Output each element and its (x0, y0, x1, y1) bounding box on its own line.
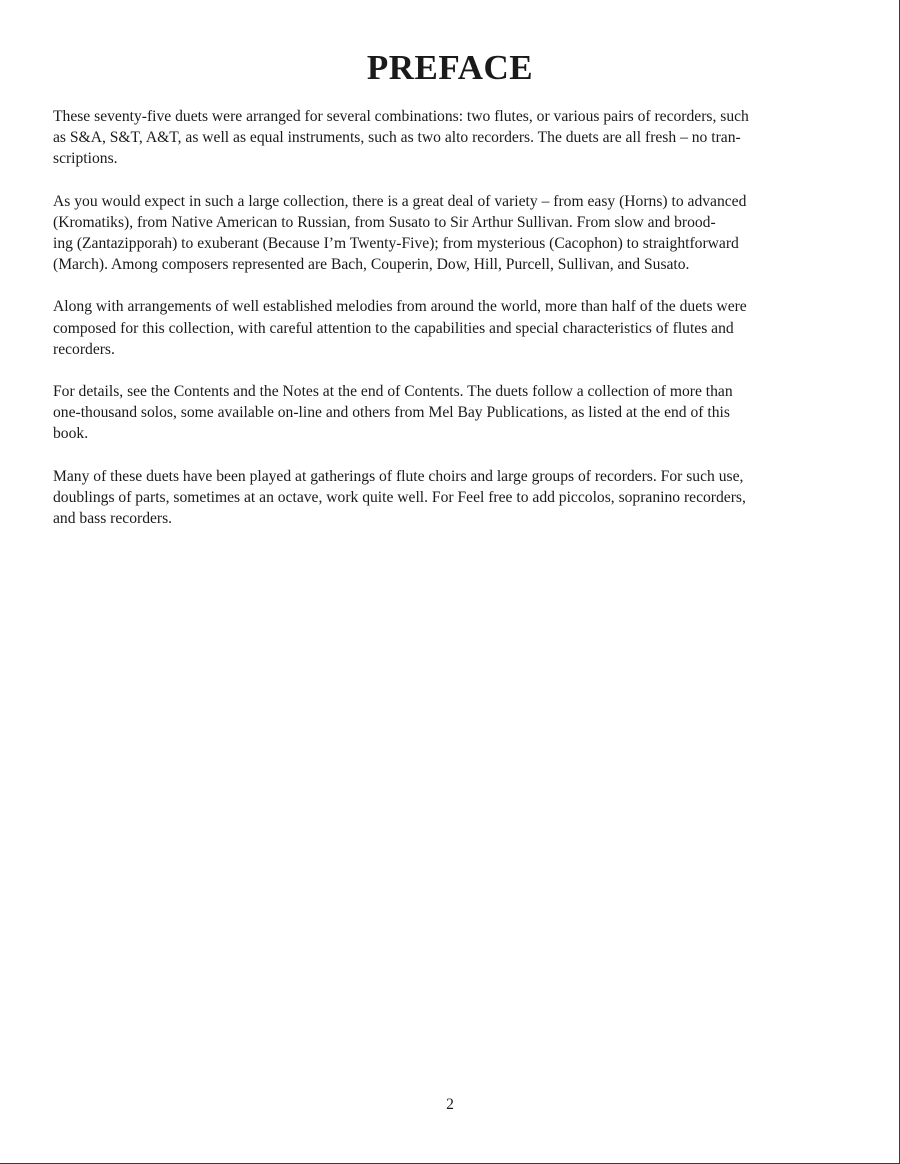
paragraph-line: Many of these duets have been played at gatherings of flute choirs and large groups of recorders. For such use, (53, 467, 744, 485)
preface-body (53, 106, 847, 550)
paragraph-line: doublings of parts, sometimes at an octave, work quite well. For Feel free to add piccolos, sopranino recorders, (53, 488, 746, 506)
paragraph-line: one-thousand solos, some available on-line and others from Mel Bay Publications, as listed at the end of this (53, 404, 730, 422)
paragraph-line: recorders. (53, 340, 115, 358)
paragraph-line: (Kromatiks), from Native American to Russian, from Susato to Sir Arthur Sullivan. From slow and brood- (53, 213, 716, 231)
page-title: PREFACE (366, 48, 534, 87)
paragraph-line: scriptions. (53, 150, 118, 168)
paragraph-line: These seventy-five duets were arranged for several combinations: two flutes, or various pairs of recorders, such (53, 108, 749, 125)
paragraph-line: Along with arrangements of well established melodies from around the world, more than half of the duets were (53, 298, 747, 316)
preface-paragraph (53, 466, 847, 530)
paragraph-line: and bass recorders. (53, 510, 173, 528)
preface-paragraph (53, 106, 847, 170)
preface-paragraph (53, 296, 847, 360)
paragraph-line: For details, see the Contents and the Notes at the end of Contents. The duets follow a collection of more than (53, 383, 733, 401)
paragraph-line: ing (Zantazipporah) to exuberant (Because I’m Twenty-Five); from mysterious (Cacophon) to straightforward (53, 235, 739, 253)
paragraph-line: As you would expect in such a large collection, there is a great deal of variety – from easy (Horns) to advanced (53, 192, 747, 210)
paragraph-line: book. (53, 425, 89, 443)
paragraph-line: as S&A, S&T, A&T, as well as equal instruments, such as two alto recorders. The duets are all fresh – no tran- (53, 129, 741, 147)
preface-paragraph (53, 381, 847, 445)
preface-paragraph (53, 191, 847, 276)
paragraph-line: (March). Among composers represented are Bach, Couperin, Dow, Hill, Purcell, Sullivan, and Susato. (53, 256, 690, 274)
paragraph-line: composed for this collection, with careful attention to the capabilities and special characteristics of flutes and (53, 319, 734, 337)
page-number: 2 (446, 1096, 454, 1113)
